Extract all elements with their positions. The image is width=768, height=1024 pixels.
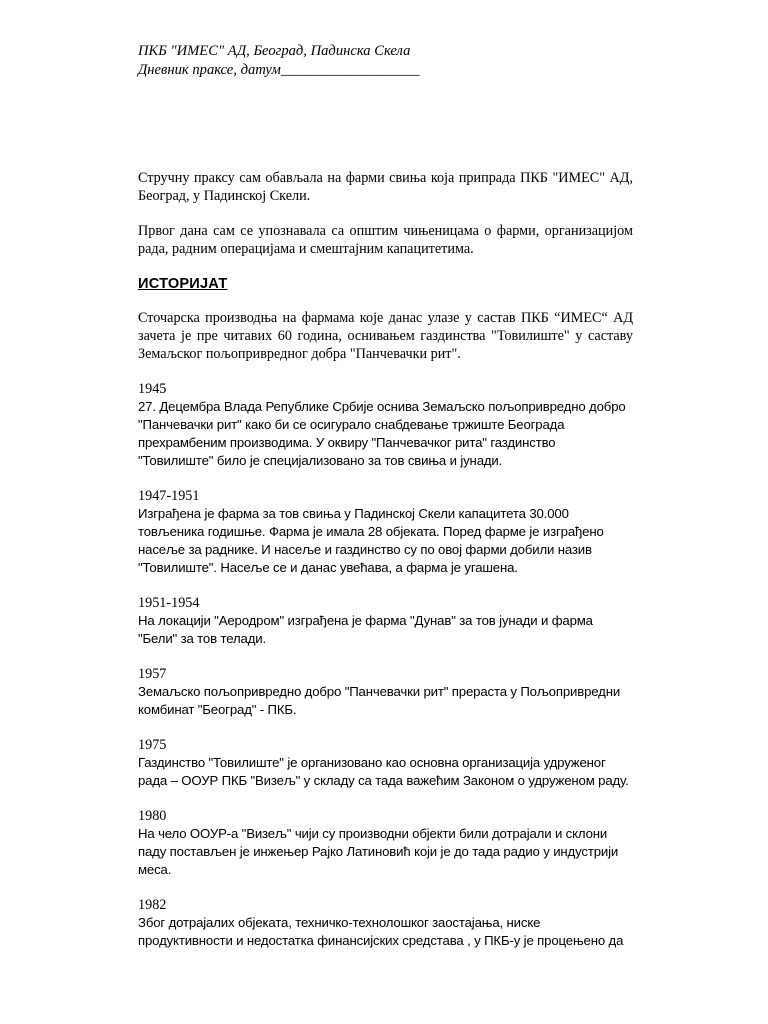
history-entry-1947-1951	[138, 487, 633, 577]
entry-year: 1957	[138, 666, 167, 682]
history-entry-1951-1954	[138, 594, 633, 648]
history-heading: ИСТОРИЈАТ	[138, 276, 228, 292]
document-body	[138, 169, 633, 967]
entry-year: 1947-1951	[138, 488, 200, 504]
history-entry-1945	[138, 380, 633, 470]
company-line: ПКБ "ИМЕС" АД, Београд, Падинска Скела	[138, 43, 411, 59]
entry-year: 1945	[138, 381, 167, 397]
entry-year: 1951-1954	[138, 595, 200, 611]
history-entry-1975	[138, 736, 633, 790]
entry-year: 1982	[138, 897, 167, 913]
entry-year: 1975	[138, 737, 167, 753]
entry-text: На чело ООУР-а "Визељ" чији су производни објекти били дотрајали и склони паду постављен је инжењер Рајко Латиновић који је до тада радио у индустрији меса.	[138, 826, 619, 877]
history-entry-1980	[138, 807, 633, 879]
intro-paragraph-2: Првог дана сам се упознавала са општим чињеницама о фарми, организацијом рада, радним операцијама и смештајним капацитетима.	[138, 223, 633, 257]
entry-text: Газдинство "Товилиште" је организовано као основна организација удруженог рада – ООУР ПКБ "Визељ" у складу са тада важећим Законом о удруженом раду.	[138, 755, 629, 788]
intro-paragraph-1: Стручну праксу сам обављала на фарми свиња која припрада ПКБ "ИМЕС" АД, Београд, у Падинској Скели.	[138, 170, 633, 204]
history-entry-1982	[138, 896, 633, 950]
document-header	[138, 42, 638, 80]
entry-text: Због дотрајалих објеката, техничко-технолошког заостајања, ниске продуктивности и недостатка финансијских средстава , у ПКБ-у је процењено да	[138, 915, 624, 948]
history-intro-paragraph: Сточарска производња на фармама које данас улазе у састав ПКБ “ИМЕС“ АД зачета је пре читавих 60 година, оснивањем газдинства "Товилиште" у саставу Земаљског пољопривредног добра "Панчевачки рит".	[138, 310, 633, 362]
entry-text: 27. Децембра Влада Републике Србије оснива Земаљско пољопривредно добро "Панчевачки рит" како би се осигурало снабдевање тржиште Београда прехрамбеним производима. У оквиру "Панчевачког рита" газдинство "Товилиште" било је специјализовано за тов свиња и јунади.	[138, 399, 626, 468]
entry-year: 1980	[138, 808, 167, 824]
journal-date-line: Дневник праксе, датум___________________	[138, 62, 420, 78]
entry-text: На локацији "Аеродром" изграђена је фарма "Дунав" за тов јунади и фарма "Бели" за тов телади.	[138, 613, 593, 646]
history-entry-1957	[138, 665, 633, 719]
entry-text: Земаљско пољопривредно добро "Панчевачки рит" прераста у Пољопривредни комбинат "Београд" - ПКБ.	[138, 684, 621, 717]
entry-text: Изграђена је фарма за тов свиња у Падинској Скели капацитета 30.000 товљеника годишње. Фарма је имала 28 објеката. Поред фарме је изграђено насеље за раднике. И насеље и газдинство су по овој фарми добили назив "Товилиште". Насеље се и данас увећава, а фарма је угашена.	[138, 506, 604, 575]
